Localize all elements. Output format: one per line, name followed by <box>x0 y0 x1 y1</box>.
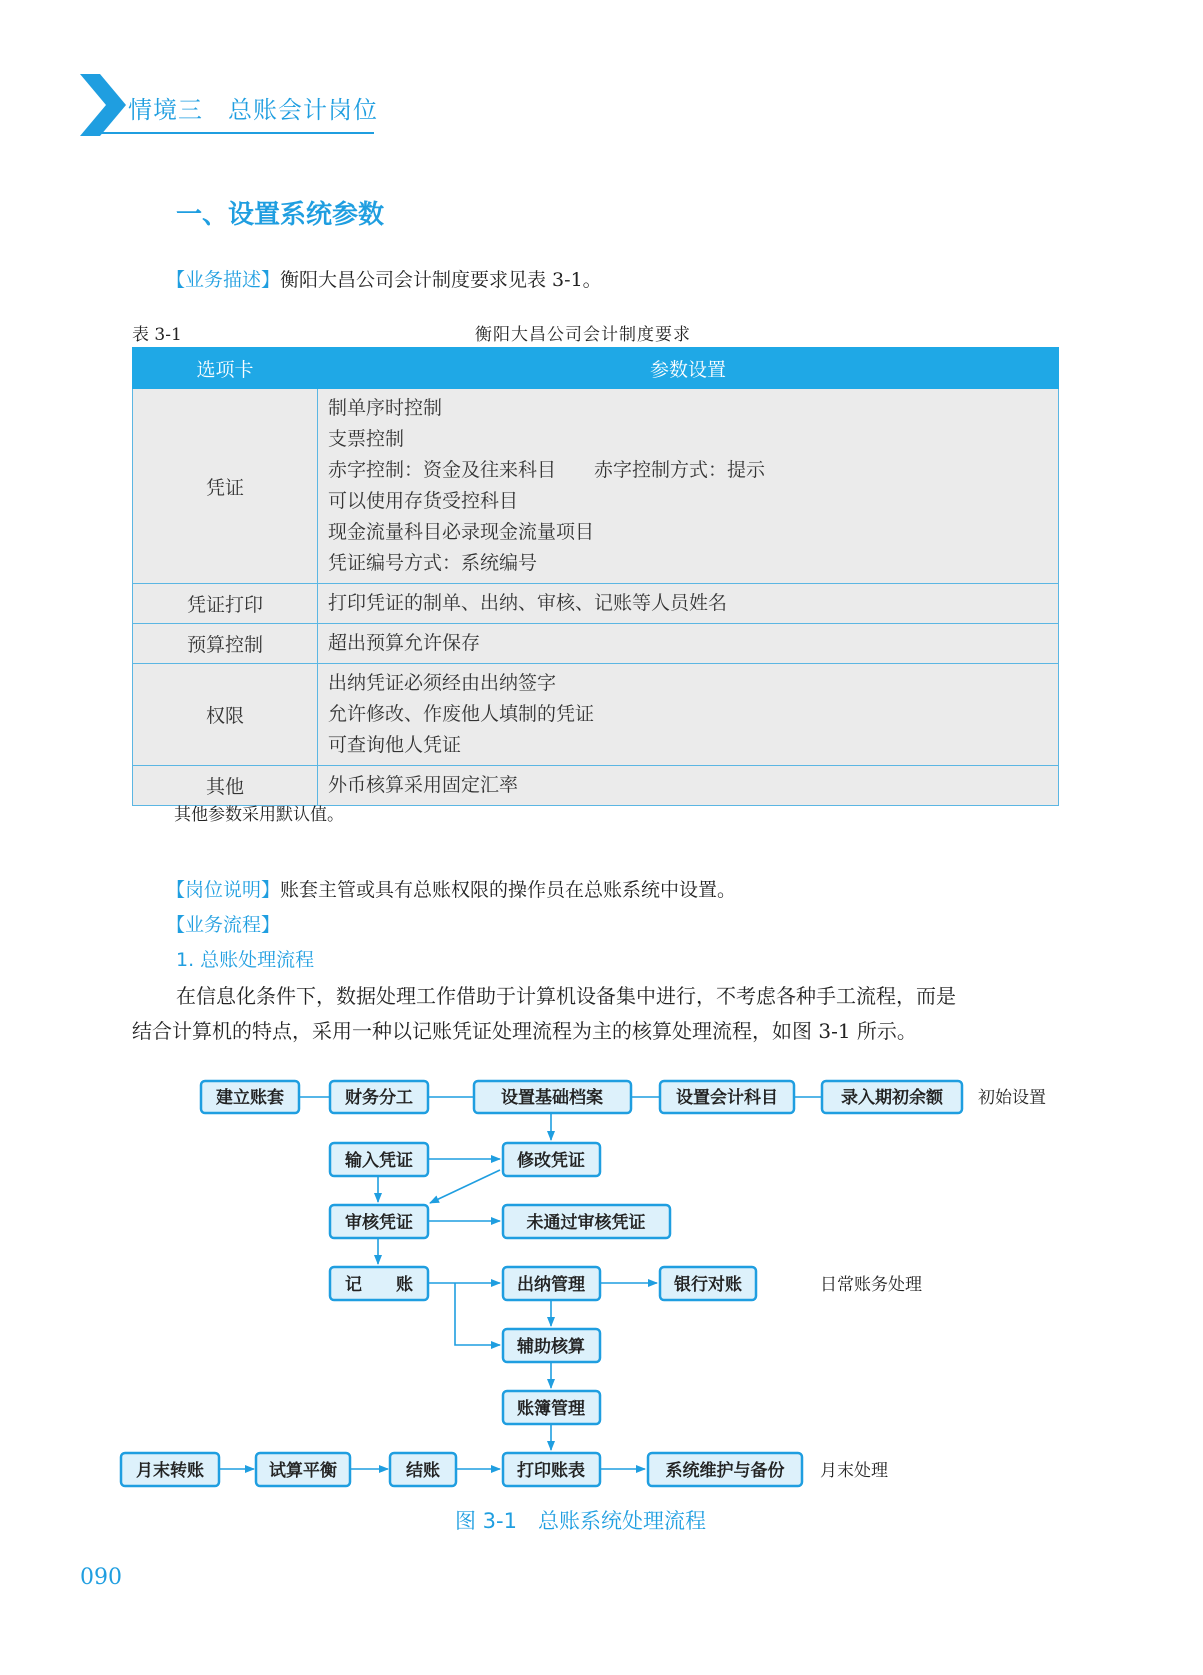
svg-text:修改凭证: 修改凭证 <box>517 1151 585 1171</box>
body-paragraph-line-2: 结合计算机的特点，采用一种以记账凭证处理流程为主的核算处理流程，如图 3-1 所示。 <box>132 1019 917 1043</box>
table-row-value: 支票控制 <box>328 428 405 450</box>
box-dyzb <box>503 1453 600 1486</box>
box-shpz <box>330 1205 428 1238</box>
svg-text:出纳管理: 出纳管理 <box>517 1275 585 1295</box>
svg-text:录入期初余额: 录入期初余额 <box>841 1088 943 1108</box>
box-lrqcye <box>822 1081 962 1113</box>
table-header-setting: 参数设置 <box>318 348 1059 389</box>
label-daily-processing: 日常账务处理 <box>820 1275 922 1295</box>
table-row-value: 可以使用存货受控科目 <box>328 490 519 512</box>
table-row-key: 凭证 <box>133 389 318 584</box>
box-xtwh <box>648 1453 802 1486</box>
table-row-value: 打印凭证的制单、出纳、审核、记账等人员姓名 <box>328 592 728 614</box>
table-note: 其他参数采用默认值。 <box>174 805 344 825</box>
box-srpz <box>330 1143 428 1176</box>
table-row-value: 出纳凭证必须经由出纳签字 <box>328 672 557 694</box>
box-cwfg <box>330 1081 428 1113</box>
box-szjcda <box>474 1081 631 1113</box>
business-description-tag: 【业务描述】 <box>166 269 281 291</box>
box-jiez <box>390 1453 456 1486</box>
svg-text:打印账表: 打印账表 <box>517 1461 585 1481</box>
section-title: 一、设置系统参数 <box>176 200 385 230</box>
svg-text:辅助核算: 辅助核算 <box>517 1337 585 1357</box>
svg-text:记 账: 记 账 <box>345 1275 413 1295</box>
table-row-value: 外币核算采用固定汇率 <box>328 774 519 796</box>
table-header-tab: 选项卡 <box>133 348 318 389</box>
svg-text:月末转账: 月末转账 <box>136 1461 204 1481</box>
business-description-text: 衡阳大昌公司会计制度要求见表 3-1。 <box>280 269 602 291</box>
svg-text:银行对账: 银行对账 <box>674 1275 742 1295</box>
svg-text:审核凭证: 审核凭证 <box>345 1213 413 1233</box>
box-jz <box>330 1267 428 1300</box>
table-row-value: 赤字控制：资金及往来科目 赤字控制方式：提示 <box>328 459 766 481</box>
svg-text:财务分工: 财务分工 <box>345 1088 413 1108</box>
box-wtgshpz <box>503 1205 670 1238</box>
table-row-value: 凭证编号方式：系统编号 <box>328 552 538 574</box>
table-row-value: 允许修改、作废他人填制的凭证 <box>328 703 595 725</box>
table-caption: 衡阳大昌公司会计制度要求 <box>475 325 691 345</box>
box-jlzt <box>201 1081 299 1113</box>
subsection-title: 1. 总账处理流程 <box>176 949 315 971</box>
table-row-value: 制单序时控制 <box>328 397 443 419</box>
page-number: 090 <box>80 1565 122 1590</box>
table-row-key: 预算控制 <box>133 624 318 664</box>
box-cngl <box>503 1267 600 1300</box>
flow-tag: 【业务流程】 <box>166 914 281 936</box>
table-row-value: 超出预算允许保存 <box>328 632 481 654</box>
box-sspx <box>256 1453 350 1486</box>
chapter-title: 情境三 总账会计岗位 <box>128 96 378 124</box>
post-description-text: 账套主管或具有总账权限的操作员在总账系统中设置。 <box>280 879 737 901</box>
label-initial-setup: 初始设置 <box>978 1088 1046 1108</box>
table-label: 表 3-1 <box>132 325 182 345</box>
table-row-key: 权限 <box>133 664 318 766</box>
svg-text:结账: 结账 <box>406 1461 440 1481</box>
svg-text:设置会计科目: 设置会计科目 <box>676 1088 778 1108</box>
svg-text:建立账套: 建立账套 <box>216 1088 284 1108</box>
table-row-key: 凭证打印 <box>133 584 318 624</box>
table-row-value: 可查询他人凭证 <box>328 734 462 756</box>
svg-text:账簿管理: 账簿管理 <box>517 1399 585 1419</box>
post-description-tag: 【岗位说明】 <box>166 879 281 901</box>
table-row-key: 其他 <box>133 766 318 806</box>
box-szkjkm <box>660 1081 794 1113</box>
svg-text:输入凭证: 输入凭证 <box>345 1151 413 1171</box>
label-month-end: 月末处理 <box>820 1461 888 1481</box>
svg-text:未通过审核凭证: 未通过审核凭证 <box>526 1213 646 1233</box>
box-fzhs <box>503 1329 600 1362</box>
box-xgpz <box>503 1143 600 1176</box>
table-row-value: 现金流量科目必录现金流量项目 <box>328 521 595 543</box>
box-zbgl <box>503 1391 600 1424</box>
box-ymzz <box>121 1453 219 1486</box>
box-yhdz <box>660 1267 756 1300</box>
body-paragraph-line-1: 在信息化条件下，数据处理工作借助于计算机设备集中进行，不考虑各种手工流程，而是 <box>176 984 956 1008</box>
svg-text:试算平衡: 试算平衡 <box>269 1461 337 1481</box>
svg-text:系统维护与备份: 系统维护与备份 <box>665 1461 785 1481</box>
svg-text:设置基础档案: 设置基础档案 <box>501 1088 603 1108</box>
figure-caption: 图 3-1 总账系统处理流程 <box>455 1509 706 1533</box>
